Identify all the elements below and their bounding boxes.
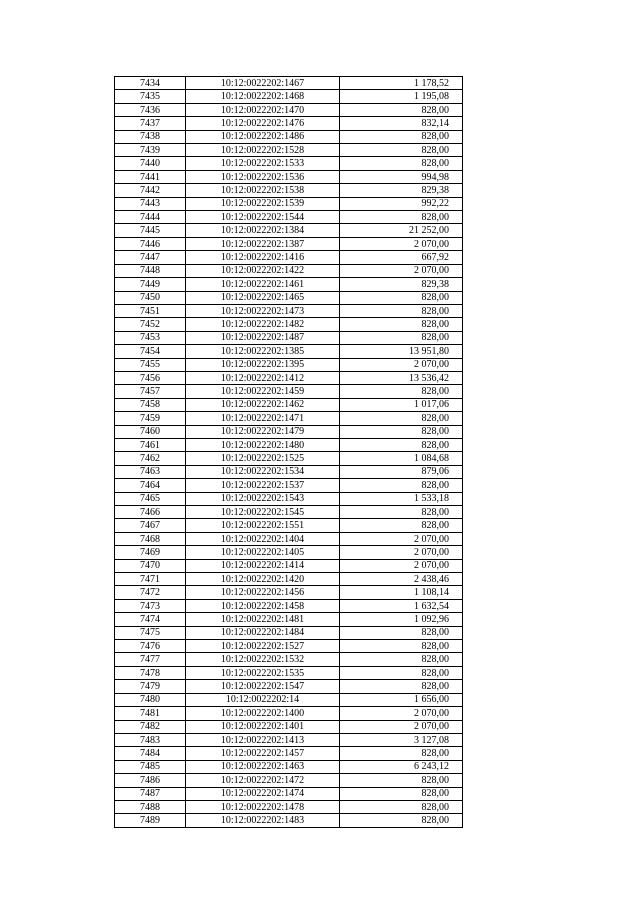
table-row bbox=[115, 599, 463, 612]
row-number-cell: 7485 bbox=[115, 760, 186, 773]
value-cell: 3 127,08 bbox=[340, 733, 463, 746]
table-row bbox=[115, 77, 463, 90]
cadastral-number-cell: 10:12:0022202:1474 bbox=[186, 787, 340, 800]
row-number-cell: 7448 bbox=[115, 264, 186, 277]
table-row bbox=[115, 626, 463, 639]
table-row bbox=[115, 747, 463, 760]
cadastral-number-cell: 10:12:0022202:1479 bbox=[186, 425, 340, 438]
row-number-cell: 7447 bbox=[115, 251, 186, 264]
row-number-cell: 7434 bbox=[115, 77, 186, 90]
cadastral-number-cell: 10:12:0022202:1476 bbox=[186, 117, 340, 130]
cadastral-number-cell: 10:12:0022202:1478 bbox=[186, 800, 340, 813]
cadastral-number-cell: 10:12:0022202:1484 bbox=[186, 626, 340, 639]
table-row bbox=[115, 211, 463, 224]
value-cell: 828,00 bbox=[340, 666, 463, 679]
cadastral-number-cell: 10:12:0022202:1527 bbox=[186, 640, 340, 653]
cadastral-number-cell: 10:12:0022202:1545 bbox=[186, 506, 340, 519]
cadastral-number-cell: 10:12:0022202:1525 bbox=[186, 452, 340, 465]
row-number-cell: 7464 bbox=[115, 479, 186, 492]
value-cell: 828,00 bbox=[340, 103, 463, 116]
value-cell: 828,00 bbox=[340, 425, 463, 438]
table-row bbox=[115, 774, 463, 787]
row-number-cell: 7471 bbox=[115, 573, 186, 586]
row-number-cell: 7444 bbox=[115, 211, 186, 224]
row-number-cell: 7476 bbox=[115, 640, 186, 653]
table-row bbox=[115, 237, 463, 250]
row-number-cell: 7453 bbox=[115, 331, 186, 344]
cadastral-number-cell: 10:12:0022202:1416 bbox=[186, 251, 340, 264]
table-row bbox=[115, 264, 463, 277]
cadastral-number-cell: 10:12:0022202:1487 bbox=[186, 331, 340, 344]
table-row bbox=[115, 304, 463, 317]
table-row bbox=[115, 613, 463, 626]
value-cell: 2 070,00 bbox=[340, 358, 463, 371]
cadastral-number-cell: 10:12:0022202:1456 bbox=[186, 586, 340, 599]
value-cell: 1 017,06 bbox=[340, 398, 463, 411]
table-row bbox=[115, 385, 463, 398]
value-cell: 21 252,00 bbox=[340, 224, 463, 237]
value-cell: 1 632,54 bbox=[340, 599, 463, 612]
cadastral-number-cell: 10:12:0022202:1412 bbox=[186, 371, 340, 384]
table-row bbox=[115, 438, 463, 451]
row-number-cell: 7474 bbox=[115, 613, 186, 626]
row-number-cell: 7486 bbox=[115, 774, 186, 787]
value-cell: 992,22 bbox=[340, 197, 463, 210]
value-cell: 828,00 bbox=[340, 304, 463, 317]
row-number-cell: 7442 bbox=[115, 184, 186, 197]
table-row bbox=[115, 720, 463, 733]
value-cell: 1 533,18 bbox=[340, 492, 463, 505]
row-number-cell: 7457 bbox=[115, 385, 186, 398]
row-number-cell: 7455 bbox=[115, 358, 186, 371]
value-cell: 2 438,46 bbox=[340, 573, 463, 586]
value-cell: 6 243,12 bbox=[340, 760, 463, 773]
table-row bbox=[115, 653, 463, 666]
table-row bbox=[115, 318, 463, 331]
cadastral-number-cell: 10:12:0022202:1547 bbox=[186, 680, 340, 693]
table-row bbox=[115, 693, 463, 706]
value-cell: 994,98 bbox=[340, 170, 463, 183]
value-cell: 828,00 bbox=[340, 385, 463, 398]
cadastral-number-cell: 10:12:0022202:1535 bbox=[186, 666, 340, 679]
table-row bbox=[115, 331, 463, 344]
table-row bbox=[115, 573, 463, 586]
value-cell: 1 084,68 bbox=[340, 452, 463, 465]
cadastral-number-cell: 10:12:0022202:1472 bbox=[186, 774, 340, 787]
table-row bbox=[115, 640, 463, 653]
value-cell: 828,00 bbox=[340, 519, 463, 532]
cadastral-number-cell: 10:12:0022202:1414 bbox=[186, 559, 340, 572]
value-cell: 2 070,00 bbox=[340, 532, 463, 545]
table-row bbox=[115, 278, 463, 291]
row-number-cell: 7456 bbox=[115, 371, 186, 384]
table-body bbox=[115, 77, 463, 828]
row-number-cell: 7483 bbox=[115, 733, 186, 746]
value-cell: 829,38 bbox=[340, 184, 463, 197]
table-row bbox=[115, 371, 463, 384]
table-row bbox=[115, 144, 463, 157]
table-row bbox=[115, 412, 463, 425]
table-row bbox=[115, 666, 463, 679]
row-number-cell: 7470 bbox=[115, 559, 186, 572]
value-cell: 2 070,00 bbox=[340, 264, 463, 277]
cadastral-number-cell: 10:12:0022202:1539 bbox=[186, 197, 340, 210]
row-number-cell: 7484 bbox=[115, 747, 186, 760]
table-row bbox=[115, 345, 463, 358]
row-number-cell: 7469 bbox=[115, 546, 186, 559]
table-row bbox=[115, 532, 463, 545]
value-cell: 1 092,96 bbox=[340, 613, 463, 626]
row-number-cell: 7468 bbox=[115, 532, 186, 545]
table-row bbox=[115, 733, 463, 746]
row-number-cell: 7461 bbox=[115, 438, 186, 451]
row-number-cell: 7439 bbox=[115, 144, 186, 157]
cadastral-number-cell: 10:12:0022202:1459 bbox=[186, 385, 340, 398]
row-number-cell: 7460 bbox=[115, 425, 186, 438]
table-row bbox=[115, 680, 463, 693]
value-cell: 2 070,00 bbox=[340, 546, 463, 559]
value-cell: 828,00 bbox=[340, 157, 463, 170]
cadastral-number-cell: 10:12:0022202:1458 bbox=[186, 599, 340, 612]
cadastral-number-cell: 10:12:0022202:1483 bbox=[186, 814, 340, 827]
cadastral-number-cell: 10:12:0022202:1385 bbox=[186, 345, 340, 358]
value-cell: 879,06 bbox=[340, 465, 463, 478]
row-number-cell: 7459 bbox=[115, 412, 186, 425]
cadastral-number-cell: 10:12:0022202:1463 bbox=[186, 760, 340, 773]
cadastral-number-cell: 10:12:0022202:1461 bbox=[186, 278, 340, 291]
row-number-cell: 7458 bbox=[115, 398, 186, 411]
row-number-cell: 7466 bbox=[115, 506, 186, 519]
cadastral-number-cell: 10:12:0022202:1467 bbox=[186, 77, 340, 90]
cadastral-number-cell: 10:12:0022202:1532 bbox=[186, 653, 340, 666]
cadastral-number-cell: 10:12:0022202:1465 bbox=[186, 291, 340, 304]
row-number-cell: 7445 bbox=[115, 224, 186, 237]
row-number-cell: 7467 bbox=[115, 519, 186, 532]
value-cell: 828,00 bbox=[340, 144, 463, 157]
table-row bbox=[115, 90, 463, 103]
cadastral-number-cell: 10:12:0022202:1401 bbox=[186, 720, 340, 733]
table-row bbox=[115, 398, 463, 411]
row-number-cell: 7441 bbox=[115, 170, 186, 183]
cadastral-number-cell: 10:12:0022202:1404 bbox=[186, 532, 340, 545]
row-number-cell: 7435 bbox=[115, 90, 186, 103]
row-number-cell: 7451 bbox=[115, 304, 186, 317]
table-row bbox=[115, 707, 463, 720]
row-number-cell: 7477 bbox=[115, 653, 186, 666]
row-number-cell: 7480 bbox=[115, 693, 186, 706]
row-number-cell: 7479 bbox=[115, 680, 186, 693]
cadastral-number-cell: 10:12:0022202:1536 bbox=[186, 170, 340, 183]
row-number-cell: 7437 bbox=[115, 117, 186, 130]
table-row bbox=[115, 157, 463, 170]
cadastral-number-cell: 10:12:0022202:1473 bbox=[186, 304, 340, 317]
table-row bbox=[115, 814, 463, 827]
value-cell: 828,00 bbox=[340, 640, 463, 653]
table-row bbox=[115, 184, 463, 197]
row-number-cell: 7462 bbox=[115, 452, 186, 465]
value-cell: 2 070,00 bbox=[340, 237, 463, 250]
table-row bbox=[115, 506, 463, 519]
value-cell: 828,00 bbox=[340, 653, 463, 666]
value-cell: 2 070,00 bbox=[340, 559, 463, 572]
table-row bbox=[115, 519, 463, 532]
value-cell: 2 070,00 bbox=[340, 720, 463, 733]
cadastral-number-cell: 10:12:0022202:1537 bbox=[186, 479, 340, 492]
table-row bbox=[115, 586, 463, 599]
row-number-cell: 7487 bbox=[115, 787, 186, 800]
table-row bbox=[115, 425, 463, 438]
value-cell: 1 656,00 bbox=[340, 693, 463, 706]
table-row bbox=[115, 358, 463, 371]
cadastral-number-cell: 10:12:0022202:1538 bbox=[186, 184, 340, 197]
value-cell: 829,38 bbox=[340, 278, 463, 291]
value-cell: 828,00 bbox=[340, 814, 463, 827]
cadastral-number-cell: 10:12:0022202:1551 bbox=[186, 519, 340, 532]
cadastral-number-cell: 10:12:0022202:1544 bbox=[186, 211, 340, 224]
cadastral-value-table bbox=[114, 76, 463, 828]
value-cell: 828,00 bbox=[340, 211, 463, 224]
cadastral-number-cell: 10:12:0022202:1468 bbox=[186, 90, 340, 103]
cadastral-number-cell: 10:12:0022202:1528 bbox=[186, 144, 340, 157]
value-cell: 13 536,42 bbox=[340, 371, 463, 384]
table-row bbox=[115, 170, 463, 183]
table-row bbox=[115, 800, 463, 813]
value-cell: 2 070,00 bbox=[340, 707, 463, 720]
row-number-cell: 7481 bbox=[115, 707, 186, 720]
cadastral-number-cell: 10:12:0022202:1420 bbox=[186, 573, 340, 586]
cadastral-number-cell: 10:12:0022202:1422 bbox=[186, 264, 340, 277]
table-row bbox=[115, 130, 463, 143]
table-row bbox=[115, 465, 463, 478]
table-row bbox=[115, 559, 463, 572]
cadastral-number-cell: 10:12:0022202:1480 bbox=[186, 438, 340, 451]
value-cell: 828,00 bbox=[340, 800, 463, 813]
value-cell: 828,00 bbox=[340, 506, 463, 519]
cadastral-number-cell: 10:12:0022202:1470 bbox=[186, 103, 340, 116]
cadastral-number-cell: 10:12:0022202:1486 bbox=[186, 130, 340, 143]
row-number-cell: 7478 bbox=[115, 666, 186, 679]
row-number-cell: 7488 bbox=[115, 800, 186, 813]
value-cell: 828,00 bbox=[340, 130, 463, 143]
row-number-cell: 7465 bbox=[115, 492, 186, 505]
value-cell: 828,00 bbox=[340, 747, 463, 760]
row-number-cell: 7438 bbox=[115, 130, 186, 143]
cadastral-number-cell: 10:12:0022202:14 bbox=[186, 693, 340, 706]
cadastral-number-cell: 10:12:0022202:1405 bbox=[186, 546, 340, 559]
value-cell: 828,00 bbox=[340, 626, 463, 639]
row-number-cell: 7440 bbox=[115, 157, 186, 170]
cadastral-number-cell: 10:12:0022202:1534 bbox=[186, 465, 340, 478]
table-row bbox=[115, 479, 463, 492]
cadastral-number-cell: 10:12:0022202:1395 bbox=[186, 358, 340, 371]
cadastral-number-cell: 10:12:0022202:1482 bbox=[186, 318, 340, 331]
row-number-cell: 7473 bbox=[115, 599, 186, 612]
value-cell: 828,00 bbox=[340, 412, 463, 425]
table-row bbox=[115, 760, 463, 773]
table-row bbox=[115, 103, 463, 116]
row-number-cell: 7463 bbox=[115, 465, 186, 478]
value-cell: 667,92 bbox=[340, 251, 463, 264]
value-cell: 828,00 bbox=[340, 680, 463, 693]
table-row bbox=[115, 492, 463, 505]
table-row bbox=[115, 546, 463, 559]
value-cell: 1 108,14 bbox=[340, 586, 463, 599]
value-cell: 828,00 bbox=[340, 438, 463, 451]
cadastral-number-cell: 10:12:0022202:1462 bbox=[186, 398, 340, 411]
table-row bbox=[115, 452, 463, 465]
row-number-cell: 7472 bbox=[115, 586, 186, 599]
cadastral-number-cell: 10:12:0022202:1384 bbox=[186, 224, 340, 237]
row-number-cell: 7475 bbox=[115, 626, 186, 639]
row-number-cell: 7436 bbox=[115, 103, 186, 116]
cadastral-number-cell: 10:12:0022202:1400 bbox=[186, 707, 340, 720]
cadastral-number-cell: 10:12:0022202:1543 bbox=[186, 492, 340, 505]
row-number-cell: 7482 bbox=[115, 720, 186, 733]
table-row bbox=[115, 291, 463, 304]
value-cell: 828,00 bbox=[340, 787, 463, 800]
value-cell: 828,00 bbox=[340, 318, 463, 331]
table-row bbox=[115, 251, 463, 264]
table-row bbox=[115, 224, 463, 237]
table-row bbox=[115, 787, 463, 800]
cadastral-number-cell: 10:12:0022202:1533 bbox=[186, 157, 340, 170]
cadastral-number-cell: 10:12:0022202:1471 bbox=[186, 412, 340, 425]
table-row bbox=[115, 197, 463, 210]
value-cell: 828,00 bbox=[340, 291, 463, 304]
row-number-cell: 7489 bbox=[115, 814, 186, 827]
value-cell: 828,00 bbox=[340, 331, 463, 344]
value-cell: 1 178,52 bbox=[340, 77, 463, 90]
value-cell: 832,14 bbox=[340, 117, 463, 130]
row-number-cell: 7454 bbox=[115, 345, 186, 358]
row-number-cell: 7449 bbox=[115, 278, 186, 291]
value-cell: 828,00 bbox=[340, 774, 463, 787]
row-number-cell: 7446 bbox=[115, 237, 186, 250]
cadastral-number-cell: 10:12:0022202:1413 bbox=[186, 733, 340, 746]
row-number-cell: 7450 bbox=[115, 291, 186, 304]
value-cell: 13 951,80 bbox=[340, 345, 463, 358]
value-cell: 1 195,08 bbox=[340, 90, 463, 103]
cadastral-number-cell: 10:12:0022202:1481 bbox=[186, 613, 340, 626]
row-number-cell: 7452 bbox=[115, 318, 186, 331]
row-number-cell: 7443 bbox=[115, 197, 186, 210]
value-cell: 828,00 bbox=[340, 479, 463, 492]
cadastral-number-cell: 10:12:0022202:1457 bbox=[186, 747, 340, 760]
cadastral-number-cell: 10:12:0022202:1387 bbox=[186, 237, 340, 250]
table-row bbox=[115, 117, 463, 130]
